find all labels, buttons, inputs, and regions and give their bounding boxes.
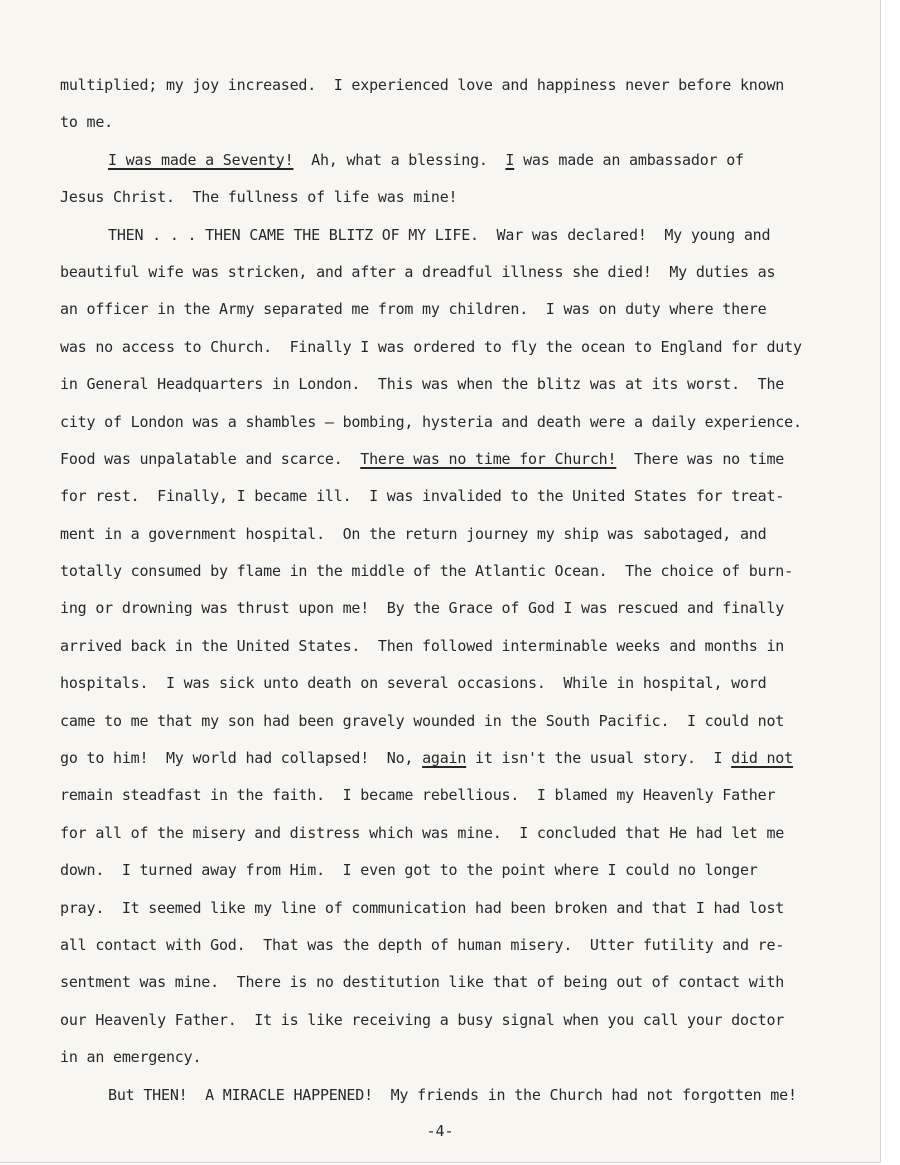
text-line <box>60 1077 860 1114</box>
text-line <box>60 441 860 478</box>
text-line <box>60 665 860 702</box>
text-segment: came to me that my son had been gravely wounded in the South Pacific. I could not <box>60 711 785 730</box>
text-segment: was made an ambassador of <box>514 150 744 169</box>
text-segment: for rest. Finally, I became ill. I was invalided to the United States for treat- <box>60 487 785 506</box>
text-segment: beautiful wife was stricken, and after a dreadful illness she died! My duties as <box>60 262 776 281</box>
text-line <box>60 553 860 590</box>
text-segment: to me. <box>60 113 113 132</box>
text-line <box>60 927 860 964</box>
underlined-text: I was made a Seventy! <box>108 150 294 169</box>
text-segment: arrived back in the United States. Then followed interminable weeks and months in <box>60 636 785 655</box>
text-segment: Food was unpalatable and scarce. <box>60 449 361 468</box>
text-line <box>60 478 860 515</box>
text-line <box>60 104 860 141</box>
underlined-text: I <box>505 150 515 169</box>
text-line <box>60 703 860 740</box>
text-segment: totally consumed by flame in the middle of the Atlantic Ocean. The choice of burn- <box>60 562 793 581</box>
text-line <box>60 590 860 627</box>
text-segment: ing or drowning was thrust upon me! By the Grace of God I was rescued and finally <box>60 599 785 618</box>
text-line <box>60 740 860 777</box>
underlined-text: did not <box>731 749 793 768</box>
text-line <box>60 777 860 814</box>
text-line <box>60 890 860 927</box>
text-segment: THEN . . . THEN CAME THE BLITZ OF MY LIFE. War was declared! My young and <box>108 225 771 244</box>
text-line <box>60 1002 860 1039</box>
text-line <box>60 142 860 179</box>
text-line <box>60 366 860 403</box>
text-segment: pray. It seemed like my line of communication had been broken and that I had lost <box>60 898 785 917</box>
text-segment: was no access to Church. Finally I was ordered to fly the ocean to England for duty <box>60 337 802 356</box>
text-segment: hospitals. I was sick unto death on several occasions. While in hospital, word <box>60 674 767 693</box>
text-line <box>60 404 860 441</box>
text-line <box>60 516 860 553</box>
text-segment: all contact with God. That was the depth of human misery. Utter futility and re- <box>60 935 785 954</box>
underlined-text: again <box>422 749 467 768</box>
text-segment: multiplied; my joy increased. I experienced love and happiness never before known <box>60 76 785 94</box>
text-segment: in an emergency. <box>60 1048 202 1067</box>
text-line <box>60 291 860 328</box>
text-line <box>60 1039 860 1076</box>
text-line <box>60 254 860 291</box>
text-segment: our Heavenly Father. It is like receiving a busy signal when you call your doctor <box>60 1010 785 1029</box>
text-line <box>60 964 860 1001</box>
text-segment: go to him! My world had collapsed! No, <box>60 749 423 768</box>
page-number: -4- <box>426 1122 454 1140</box>
body-text <box>60 67 860 1114</box>
text-segment: down. I turned away from Him. I even got to the point where I could no longer <box>60 861 758 880</box>
text-segment: There was no time <box>616 449 785 468</box>
underlined-text: There was no time for Church! <box>360 449 617 468</box>
text-segment: ment in a government hospital. On the return journey my ship was sabotaged, and <box>60 524 767 543</box>
text-segment: in General Headquarters in London. This was when the blitz was at its worst. The <box>60 375 785 394</box>
text-segment: But THEN! A MIRACLE HAPPENED! My friends in the Church had not forgotten me! <box>108 1085 797 1104</box>
text-segment: for all of the misery and distress which was mine. I concluded that He had let me <box>60 823 785 842</box>
text-segment: remain steadfast in the faith. I became rebellious. I blamed my Heavenly Father <box>60 786 776 805</box>
text-segment: an officer in the Army separated me from my children. I was on duty where there <box>60 300 767 319</box>
text-line <box>60 852 860 889</box>
text-line <box>60 179 860 216</box>
text-segment: it isn't the usual story. I <box>466 749 732 768</box>
text-line <box>60 628 860 665</box>
text-segment: city of London was a shambles — bombing, hysteria and death were a daily experience. <box>60 412 802 431</box>
text-segment: Ah, what a blessing. <box>293 150 506 169</box>
text-segment: Jesus Christ. The fullness of life was mine! <box>60 188 458 207</box>
text-line <box>60 67 860 104</box>
text-segment: sentment was mine. There is no destitution like that of being out of contact with <box>60 973 785 992</box>
text-line <box>60 815 860 852</box>
text-line <box>60 329 860 366</box>
text-line <box>60 217 860 254</box>
